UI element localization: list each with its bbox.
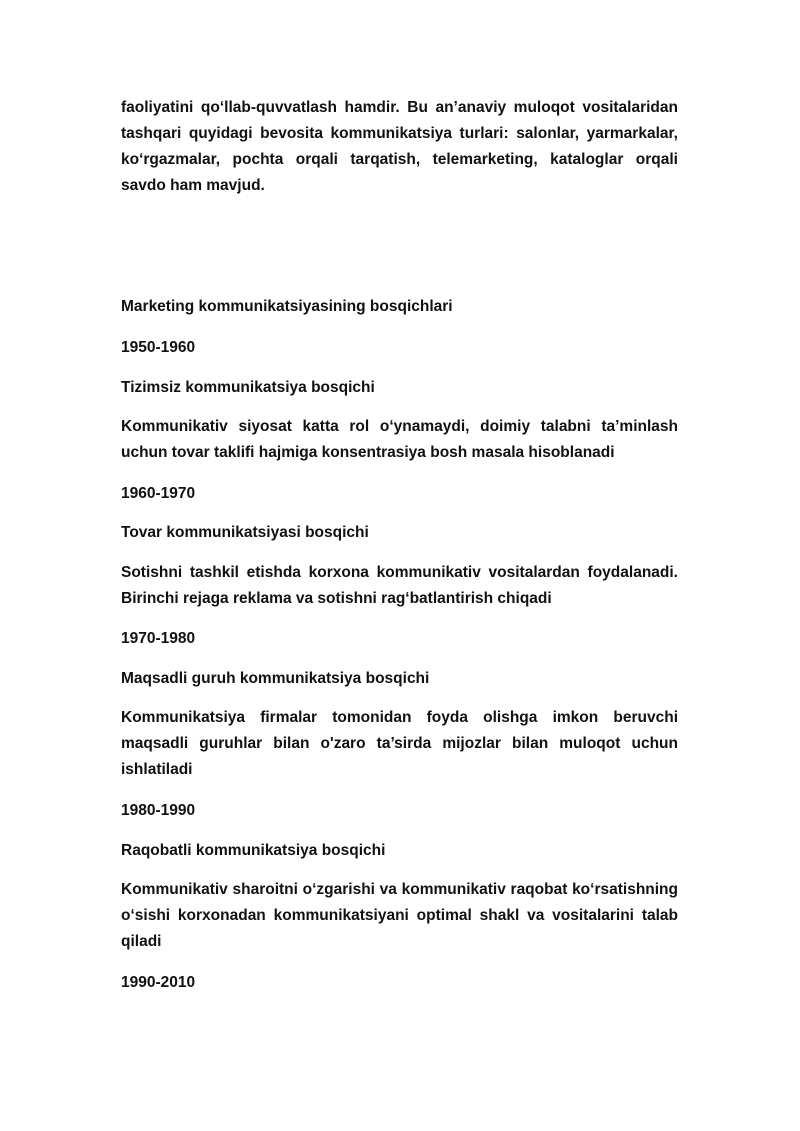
intro-paragraph: faoliyatini qo‘llab-quvvatlash hamdir. Bu an’anaviy muloqot vositalaridan tashqari quyidagi bevosita kommunikatsiya turlari: salonlar, yarmarkalar, ko‘rgazmalar, pochta orqali tarqatish, telemarketing, kataloglar orqali savdo ham mavjud. bbox=[121, 99, 678, 194]
stage-name: Raqobatli kommunikatsiya bosqichi bbox=[121, 842, 386, 859]
stage-period: 1970-1980 bbox=[121, 630, 196, 647]
stage-period: 1980-1990 bbox=[121, 802, 196, 819]
stage-name: Maqsadli guruh kommunikatsiya bosqichi bbox=[121, 670, 430, 687]
stage-period: 1960-1970 bbox=[121, 485, 196, 502]
stage-period: 1950-1960 bbox=[121, 339, 196, 356]
stage-description: Sotishni tashkil etishda korxona kommunikativ vositalardan foydalanadi. Birinchi rejaga reklama va sotishni rag‘batlantirish chiqadi bbox=[121, 564, 678, 607]
stage-description: Kommunikatsiya firmalar tomonidan foyda olishga imkon beruvchi maqsadli guruhlar bilan o'zaro ta’sirda mijozlar bilan muloqot uchun ishlatiladi bbox=[121, 709, 678, 778]
section-title: Marketing kommunikatsiyasining bosqichlari bbox=[121, 298, 453, 315]
stage-period: 1990-2010 bbox=[121, 974, 196, 991]
stage-description: Kommunikativ sharoitni o‘zgarishi va kommunikativ raqobat ko‘rsatishning o‘sishi korxonadan kommunikatsiyani optimal shakl va vositalarini talab qiladi bbox=[121, 881, 678, 950]
stage-name: Tizimsiz kommunikatsiya bosqichi bbox=[121, 379, 375, 396]
stage-description: Kommunikativ siyosat katta rol o‘ynamaydi, doimiy talabni ta’minlash uchun tovar taklifi hajmiga konsentrasiya bosh masala hisoblanadi bbox=[121, 418, 678, 461]
stage-name: Tovar kommunikatsiyasi bosqichi bbox=[121, 524, 369, 541]
